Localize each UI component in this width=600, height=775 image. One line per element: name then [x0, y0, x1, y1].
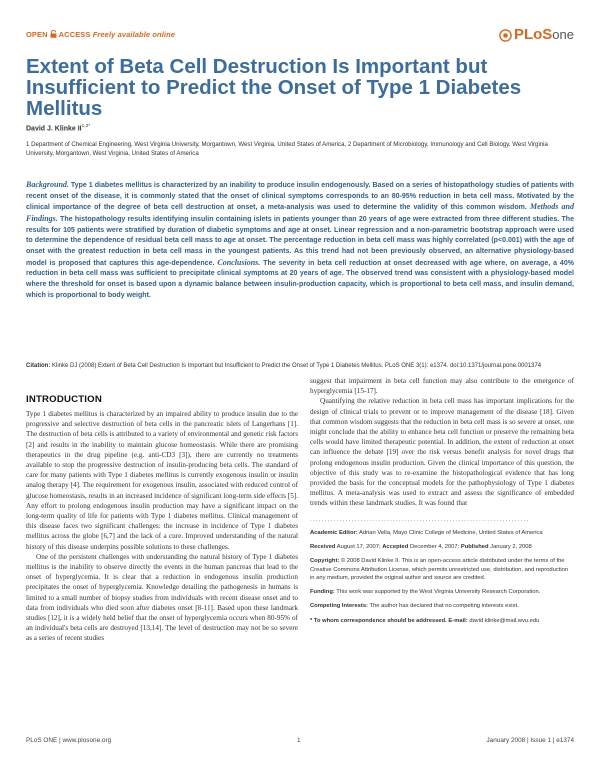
footer-journal: PLoS ONE | www.plosone.org — [26, 737, 112, 744]
page-number: 1 — [297, 737, 301, 744]
abstract-methods-text: The histopathology results identifying insulin containing islets in patients younger than 20 years of age were extracted from three different studies. The results for 105 patients were stratified by duration of diabetic symptoms and age at onset. Linear regression and a non-parametric bootstrap approach were used to determine the dependence of residual beta cell mass to age at onset. The percentage reduction in beta cell mass was highly correlated (p<0.001) with the age of onset with the greatest reduction in beta cell mass in the youngest patients. As this trend had not been previously observed, an alternative physiology-based model is proposed that captures this age-dependence. — [26, 215, 574, 267]
metadata-divider: .......................................................................... — [310, 516, 530, 523]
dates — [310, 543, 574, 551]
competing-label: Competing Interests: — [310, 603, 368, 610]
page-footer — [26, 737, 574, 749]
copyright — [310, 557, 574, 582]
copyright-label: Copyright: — [310, 558, 340, 565]
affiliations: 1 Department of Chemical Engineering, West Virginia University, Morgantown, West Virginia, United States of America, 2 Department of Microbiology, Immunology and Cell Biology, West Virginia University, Morgantown, West Virginia, United States of America — [26, 141, 548, 157]
copyright-text: © 2008 David Klinke II. This is an open-access article distributed under the terms of the Creative Commons Attribution License, which permits unrestricted use, distribution, and reproduction in any medium, provided the original author and source are credited. — [310, 558, 569, 581]
plos-logo-icon — [499, 29, 512, 42]
intro-paragraph-1: Type 1 diabetes mellitus is characterized by an impaired ability to produce insulin due to the progressive and selective destruction of beta cells in the pancreatic islets of Langerhans [1]. The destruction of beta cells is attributed to a variety of environmental and genetic risk factors [2] and results in the inability to maintain glucose homeostasis. While there are promising therapeutics in the drug pipeline (e.g. anti-CD3 [3]), there are currently no treatments available to stop the progressive destruction of insulin-producing beta cells. The standard of care for many patients with Type 1 diabetes mellitus is currently exogenous insulin or insulin analog therapy [4]. The requirement for exogenous insulin, associated with reduced control of glucose homeostasis, results in an increased incidence of significant long-term side effects [5]. Any effort to prolong endogenous insulin production may have a significant impact on the long-term quality of life for patients with Type 1 diabetes mellitus. Clinical management of this disease faces two significant challenges: the increase in incidence of Type 1 diabetes mellitus across the globe [6,7] and the lack of a cure. Improved understanding of the natural history of this disease underpins possible solutions to these challenges. — [26, 410, 298, 551]
intro-paragraph-3: suggest that impairment in beta cell function may also contribute to the emergence of hyperglycemia [15-17]. — [310, 377, 574, 396]
accepted-label: Accepted — [382, 543, 409, 550]
editor-label: Academic Editor: — [310, 529, 358, 536]
funding-label: Funding: — [310, 589, 335, 596]
competing-interests — [310, 602, 574, 610]
open-label: OPEN — [26, 30, 48, 39]
right-column — [310, 376, 574, 631]
published-label: Published — [460, 543, 489, 550]
competing-text: The author has declared that no competing interests exist. — [367, 603, 519, 610]
journal-header — [26, 28, 574, 46]
author-line — [26, 124, 90, 132]
footer-issue: January 2008 | Issue 1 | e1374 — [486, 737, 574, 744]
access-label: ACCESS — [58, 30, 91, 39]
intro-paragraph-2: One of the persistent challenges with understanding the natural history of Type 1 diabetes mellitus is the inability to observe directly the events in the human pancreas that lead to the onset of hyperglycemia. It is clear that a reduction in endogenous insulin production precipitates the onset of hyperglycemia. Knowledge detailing the pathogenesis in humans is limited to a small number of biopsy studies from individuals with recent disease onset and to data from individuals who died soon after diabetes onset [8-11]. Based upon these landmark studies [12], it is a widely held belief that the onset of hyperglycemia occurs when 80-95% of an individual's beta cells are destroyed [13,14]. The level of destruction may not be so severe as a series of recent studies — [26, 552, 298, 643]
correspondence — [310, 617, 574, 625]
citation — [26, 362, 574, 371]
introduction-continued — [310, 376, 574, 509]
funding — [310, 588, 574, 596]
correspondence-label: * To whom correspondence should be addressed. E-mail: — [310, 617, 468, 624]
received-label: Received — [310, 543, 336, 550]
freely-available-label: Freely available online — [92, 30, 176, 39]
author-affiliation-marks: 1,2* — [81, 124, 91, 129]
funding-text: This work was supported by the West Virginia University Research Corporation. — [334, 589, 541, 596]
intro-paragraph-4: Quantifying the relative reduction in beta cell mass has important implications for the design of clinical trials to prevent or to improve management of the disease [18]. Given that common wisdom suggests that the reduction in beta cell mass is so severe at onset, one might conclude that the ability to enhance beta cell function or preserve the remaining beta cells would have limited therapeutic potential. In addition, the extent of reduction at onset can influence the debate [19] over the risk versus benefit analysis for novel drugs that prolong endogenous insulin production. Given the clinical importance of this question, the objective of this study was to re-examine the histopathological evidence that has long provided the basis for the conceptual models for the pathophysiology of Type 1 diabetes mellitus. A meta-analysis was used to extract and assess the significance of embedded trends within these landmark studies. It was found that — [310, 397, 574, 508]
accepted-date: December 4, 2007; — [408, 543, 461, 550]
logo-plos-text: PLoS — [513, 26, 553, 43]
abstract-methods-label: Methods and Findings. — [26, 202, 574, 223]
author-name: David J. Klinke II — [26, 125, 82, 133]
abstract-conclusions-text: The severity in beta cell reduction at onset decreased with age where, on average, a 40% reduction in beta cell mass was sufficient to precipitate clinical symptoms at 20 years of age. The observed trend was consistent with a physiology-based model where the threshold for onset is based upon a dynamic balance between insulin-production capacity, which is proportional to beta cell mass, and insulin demand, which is proportional to body weight. — [26, 259, 575, 299]
abstract-background-label: Background. — [26, 180, 69, 189]
published-date: January 2, 2008 — [488, 543, 532, 550]
abstract — [26, 180, 574, 301]
introduction-heading: INTRODUCTION — [26, 394, 102, 405]
left-column — [26, 394, 298, 644]
plos-one-logo — [499, 26, 574, 43]
editor-text: Adrian Vella, Mayo Clinic College of Medicine, United States of America — [357, 529, 543, 536]
open-access-badge — [26, 30, 175, 39]
academic-editor — [310, 529, 574, 537]
article-title: Extent of Beta Cell Destruction Is Important but Insufficient to Predict the Onset of Type 1 Diabetes Mellitus — [26, 55, 522, 120]
received-date: August 17, 2007; — [335, 543, 383, 550]
abstract-background-text: Type 1 diabetes mellitus is characterized by an inability to produce insulin endogenously. Based on a series of histopathology studies of patients with recent onset of the disease, it is commonly stated that the onset of clinical symptoms corresponds to an 80-95% reduction in beta cell mass. Motivated by the clinical importance of the degree of beta cell destruction at onset, a meta-analysis was used to determine the validity of this common wisdom. — [26, 182, 574, 212]
citation-label: Citation: — [26, 363, 51, 369]
abstract-conclusions-label: Conclusions. — [217, 257, 261, 267]
correspondence-email[interactable]: david.klinke@mail.wvu.edu — [467, 617, 540, 624]
citation-text: Klinke DJ (2008) Extent of Beta Cell Destruction Is Important but Insufficient to Predict the Onset of Type 1 Diabetes Mellitus. PLoS ONE 3(1): e1374. doi:10.1371/journal.pone.0001374 — [50, 363, 542, 369]
logo-one-text: one — [552, 27, 574, 42]
introduction-body — [26, 409, 298, 644]
open-lock-icon — [50, 30, 57, 38]
